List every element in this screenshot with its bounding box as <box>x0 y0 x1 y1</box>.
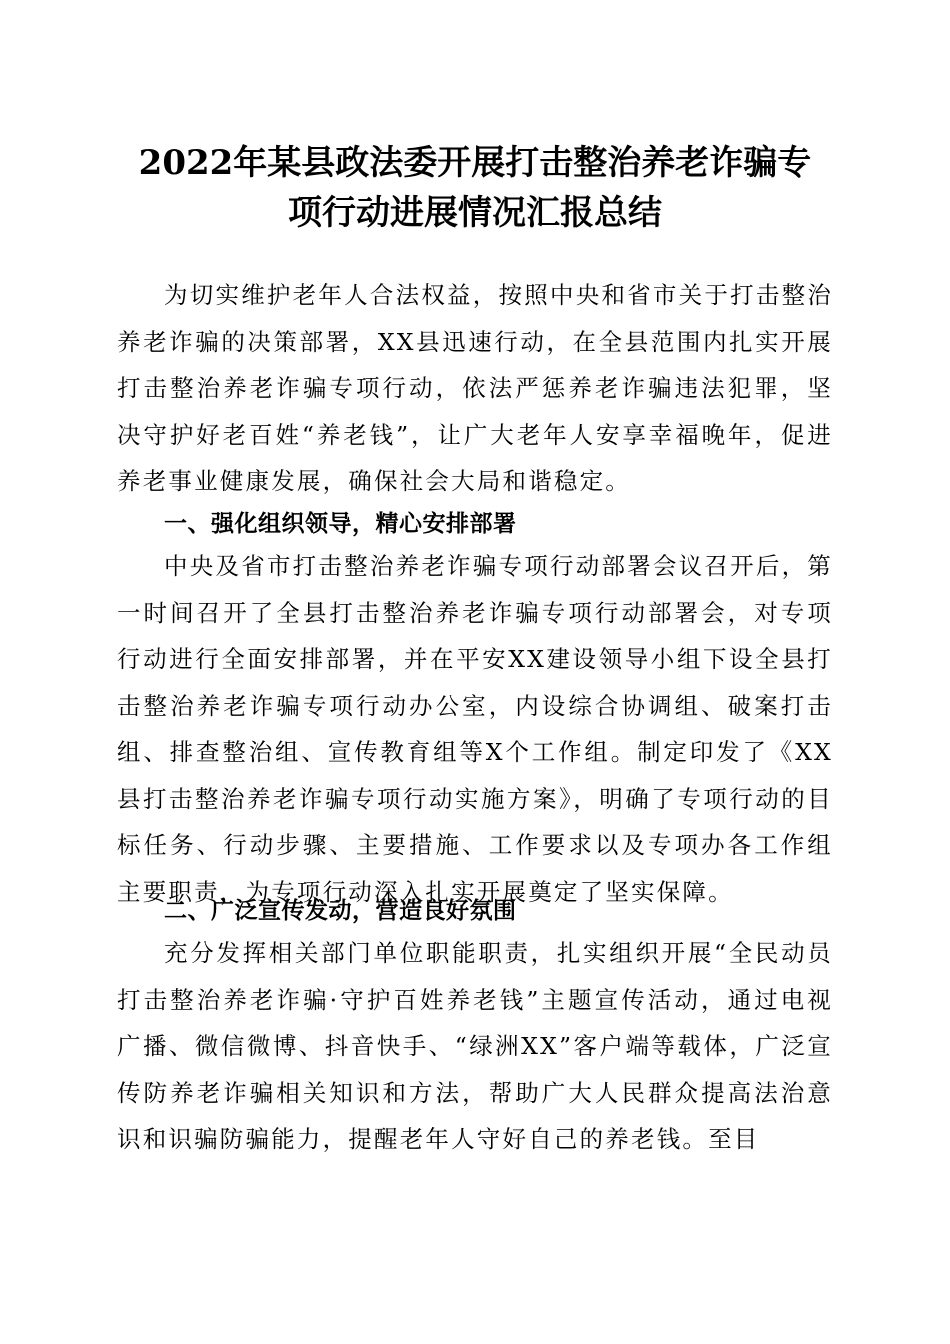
title-line-1: 2022年某县政法委开展打击整治养老诈骗专 <box>138 143 812 183</box>
document-title <box>80 138 870 238</box>
section-1-heading: 一、强化组织领导，精心安排部署 <box>164 511 517 537</box>
title-line-2: 项行动进展情况汇报总结 <box>288 193 662 233</box>
intro-paragraph: 为切实维护老年人合法权益，按照中央和省市关于打击整治养老诈骗的决策部署，XX县迅速行动，在全县范围内扎实开展打击整治养老诈骗专项行动，依法严惩养老诈骗违法犯罪，坚决守护好老百姓“养老钱”，让广大老年人安享幸福晚年，促进养老事业健康发展，确保社会大局和谐稳定。 <box>117 281 833 495</box>
section-1-paragraph: 中央及省市打击整治养老诈骗专项行动部署会议召开后，第一时间召开了全县打击整治养老诈骗专项行动部署会，对专项行动进行全面安排部署，并在平安XX建设领导小组下设全县打击整治养老诈骗专项行动办公室，内设综合协调组、破案打击组、排查整治组、宣传教育组等X个工作组。制定印发了《XX县打击整治养老诈骗专项行动实施方案》，明确了专项行动的目标任务、行动步骤、主要措施、工作要求以及专项办各工作组主要职责，为专项行动深入扎实开展奠定了坚实保障。 <box>117 552 833 906</box>
section-2-paragraph: 充分发挥相关部门单位职能职责，扎实组织开展“全民动员打击整治养老诈骗·守护百姓养老钱”主题宣传活动，通过电视广播、微信微博、抖音快手、“绿洲XX”客户端等载体，广泛宣传防养老诈骗相关知识和方法，帮助广大人民群众提高法治意识和识骗防骗能力，提醒老年人守好自己的养老钱。至目 <box>117 939 833 1153</box>
section-2-heading: 二、广泛宣传发动，营造良好氛围 <box>164 898 517 924</box>
